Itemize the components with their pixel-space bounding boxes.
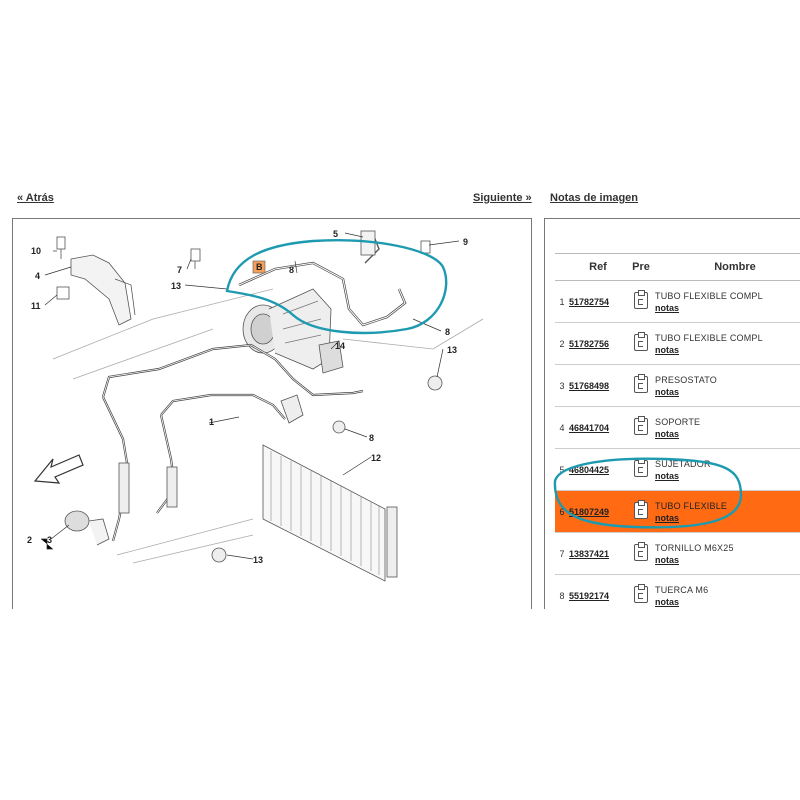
row-number: 6 [555, 491, 569, 533]
notes-link[interactable]: notas [655, 344, 680, 355]
callout-13-bottom: 13 [253, 555, 264, 565]
row-number: 3 [555, 365, 569, 407]
notes-link[interactable]: notas [655, 470, 680, 481]
ref-cell [569, 533, 627, 575]
row-number: 8 [555, 575, 569, 610]
pre-cell [627, 281, 655, 323]
callout-b[interactable]: B [256, 262, 263, 272]
pre-cell [627, 491, 655, 533]
table-row[interactable] [555, 365, 800, 407]
ref-cell [569, 407, 627, 449]
name-cell [655, 491, 800, 533]
pre-cell [627, 323, 655, 365]
callout-13-right: 13 [447, 345, 458, 355]
ref-cell [569, 575, 627, 610]
parts-list-panel [544, 218, 800, 609]
notes-link[interactable]: notas [655, 386, 680, 397]
ref-link[interactable]: 46841704 [569, 422, 610, 433]
row-number: 7 [555, 533, 569, 575]
clipboard-icon[interactable] [634, 376, 648, 393]
name-cell [655, 533, 800, 575]
row-number: 5 [555, 449, 569, 491]
part-name: TUBO FLEXIBLE [655, 500, 728, 511]
ref-link[interactable]: 51782754 [569, 296, 610, 307]
notes-link[interactable]: notas [655, 554, 680, 565]
table-row[interactable] [555, 533, 800, 575]
clipboard-icon[interactable] [634, 292, 648, 309]
callout-2: 2 [27, 535, 33, 545]
callout-3: 3 [47, 535, 53, 545]
parts-diagram-panel [12, 218, 532, 609]
ref-link[interactable]: 51768498 [569, 380, 610, 391]
header-ref: Ref [569, 254, 627, 281]
table-header-row [555, 254, 800, 281]
name-cell [655, 407, 800, 449]
row-number: 4 [555, 407, 569, 449]
ref-cell [569, 491, 627, 533]
notes-link[interactable]: notas [655, 512, 680, 523]
callout-13: 13 [171, 281, 182, 291]
table-row[interactable] [555, 323, 800, 365]
parts-diagram [13, 219, 531, 609]
ref-cell [569, 449, 627, 491]
image-notes-link[interactable]: Notas de imagen [550, 192, 639, 204]
pre-cell [627, 365, 655, 407]
clipboard-icon[interactable] [634, 502, 648, 519]
part-name: TUERCA M6 [655, 584, 709, 595]
name-cell [655, 449, 800, 491]
callout-8-right: 8 [445, 327, 451, 337]
table-row[interactable] [555, 491, 800, 533]
next-link[interactable]: Siguiente » [473, 192, 532, 204]
part-name: TUBO FLEXIBLE COMPL [655, 290, 763, 301]
callout-5: 5 [333, 229, 339, 239]
callout-7: 7 [177, 265, 183, 275]
callout-8-top: 8 [289, 265, 295, 275]
name-cell [655, 281, 800, 323]
table-row[interactable] [555, 575, 800, 610]
part-name: TUBO FLEXIBLE COMPL [655, 332, 763, 343]
name-cell [655, 575, 800, 610]
ref-link[interactable]: 13837421 [569, 548, 610, 559]
row-number: 1 [555, 281, 569, 323]
row-number: 2 [555, 323, 569, 365]
table-row[interactable] [555, 407, 800, 449]
notes-link[interactable]: notas [655, 302, 680, 313]
table-row[interactable] [555, 449, 800, 491]
callout-14: 14 [335, 341, 346, 351]
table-row[interactable] [555, 281, 800, 323]
pre-cell [627, 407, 655, 449]
ref-link[interactable]: 46804425 [569, 464, 610, 475]
part-name: SUJETADOR [655, 458, 711, 469]
pre-cell [627, 575, 655, 610]
clipboard-icon[interactable] [634, 460, 648, 477]
back-link[interactable]: « Atrás [17, 192, 54, 204]
callout-9: 9 [463, 237, 469, 247]
clipboard-icon[interactable] [634, 544, 648, 561]
pre-cell [627, 449, 655, 491]
ref-cell [569, 365, 627, 407]
ref-cell [569, 323, 627, 365]
callout-8-mid: 8 [369, 433, 375, 443]
notes-link[interactable]: notas [655, 596, 680, 607]
part-name: PRESOSTATO [655, 374, 718, 385]
clipboard-icon[interactable] [634, 418, 648, 435]
parts-table [555, 253, 800, 609]
notes-link[interactable]: notas [655, 428, 680, 439]
callout-12: 12 [371, 453, 382, 463]
header-num [555, 254, 569, 281]
ref-link[interactable]: 55192174 [569, 590, 610, 601]
header-name: Nombre [655, 254, 800, 281]
name-cell [655, 323, 800, 365]
header-pre: Pre [627, 254, 655, 281]
callout-4: 4 [35, 271, 41, 281]
ref-link[interactable]: 51807249 [569, 506, 610, 517]
callout-10: 10 [31, 246, 42, 256]
pre-cell [627, 533, 655, 575]
part-name: TORNILLO M6X25 [655, 542, 734, 553]
ref-cell [569, 281, 627, 323]
name-cell [655, 365, 800, 407]
callout-11: 11 [31, 301, 41, 311]
clipboard-icon[interactable] [634, 586, 648, 603]
callout-1: 1 [209, 417, 215, 427]
clipboard-icon[interactable] [634, 334, 648, 351]
ref-link[interactable]: 51782756 [569, 338, 610, 349]
part-name: SOPORTE [655, 416, 701, 427]
